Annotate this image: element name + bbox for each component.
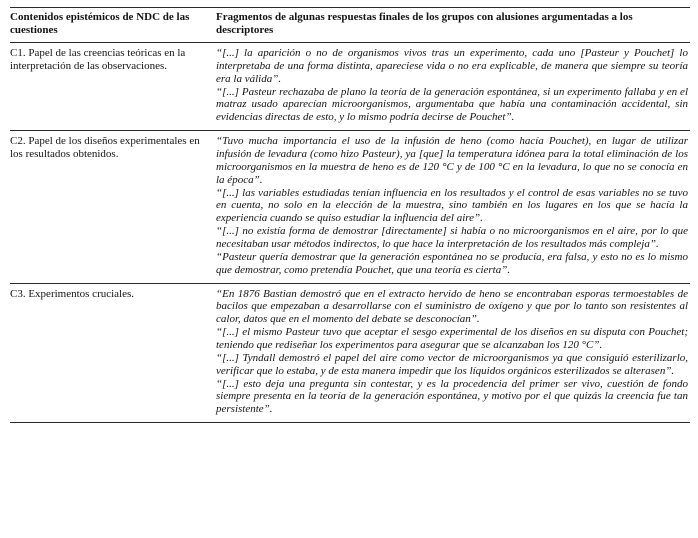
quotes-cell-c3: [216, 283, 690, 423]
quotes-cell-c2: [216, 131, 690, 283]
row-label-c2: C2. Papel de los diseños experimentales en los resultados obtenidos.: [10, 135, 200, 160]
quote: “Pasteur quería demostrar que la generación espontánea no se producía, era falsa, y esto no es lo mismo que demostrar, como pretendía Pouchet, que una teoría es cierta”.: [216, 250, 688, 276]
header-col-fragments: Fragmentos de algunas respuestas finales de los grupos con alusiones argumentadas a los descriptores: [216, 11, 633, 36]
row-label-c1: C1. Papel de las creencias teóricas en la interpretación de las observaciones.: [10, 46, 186, 72]
quote: “Tuvo mucha importancia el uso de la infusión de heno (como hacía Pouchet), en lugar de utilizar infusión de levadura (como hizo Pasteur), ya [que] la temperatura idónea para la total eliminación de los microorganismos en la muestra de heno es de 120 °C y de 100 °C en la levadura, lo que no se conocía en la época”.: [216, 135, 688, 186]
table-row-c3: [10, 283, 690, 423]
quote: “[...] Tyndall demostró el papel del aire como vector de microorganismos ya que consiguió esterilizarlo, verificar que lo estaba, y de esta manera impedir que los líquidos orgánicos esterilizados se alterasen”.: [216, 351, 688, 377]
row-label-c3: C3. Experimentos cruciales.: [10, 287, 135, 300]
quote: “[...] Pasteur rechazaba de plano la teoría de la generación espontánea, si un experimento fallaba y en el matraz usado aparecían microorganismos, argumentaba que había una contaminación accidental, sin evidencias directas de esto, y lo mismo podría decirse de Pouchet”.: [216, 85, 688, 124]
ndc-contents-table: [10, 7, 690, 423]
header-row: [10, 8, 690, 43]
quote: “[...] esto deja una pregunta sin contestar, y es la procedencia del primer ser vivo, cuestión de fondo siempre presenta en la teoría de la generación espontánea, y motivo por el que quizás la creencia fue tan persistente”.: [216, 377, 688, 416]
table-row-c2: [10, 131, 690, 283]
quote: “En 1876 Bastian demostró que en el extracto hervido de heno se encontraban esporas termoestables de bacilos que empezaban a desarrollarse con el suministro de oxígeno y que por lo tanto son resistentes al calor, datos que en el momento del debate se desconocían”.: [216, 287, 688, 326]
header-col-contents: Contenidos epistémicos de NDC de las cuestiones: [10, 11, 190, 36]
table-row-c1: [10, 42, 690, 130]
quote: “[...] las variables estudiadas tenían influencia en los resultados y el control de esas variables no se tuvo en cuenta, no solo en la elección de la muestra, sino también en los lugares en los que se hacía la experiencia cuando se quiso estudiar la influencia del aire”.: [216, 186, 688, 225]
table-header: [10, 8, 690, 43]
table-body: [10, 42, 690, 422]
quote: “[...] la aparición o no de organismos vivos tras un experimento, cada uno [Pasteur y Pouchet] lo interpretaba de una forma distinta, apareciese vida o no era explicable, de manera que siempre su teoría era la válida”.: [216, 46, 688, 85]
quotes-cell-c1: [216, 42, 690, 130]
quote: “[...] el mismo Pasteur tuvo que aceptar el sesgo experimental de los diseños en su disputa con Pouchet; teniendo que rediseñar los experimentos para asegurar que se alcanzaban los 120 °C”.: [216, 326, 688, 351]
quote: “[...] no existía forma de demostrar [directamente] si había o no microorganismos en el aire, por lo que necesitaban usar métodos indirectos, lo que hace la interpretación de los resultados más compleja”.: [216, 225, 688, 250]
